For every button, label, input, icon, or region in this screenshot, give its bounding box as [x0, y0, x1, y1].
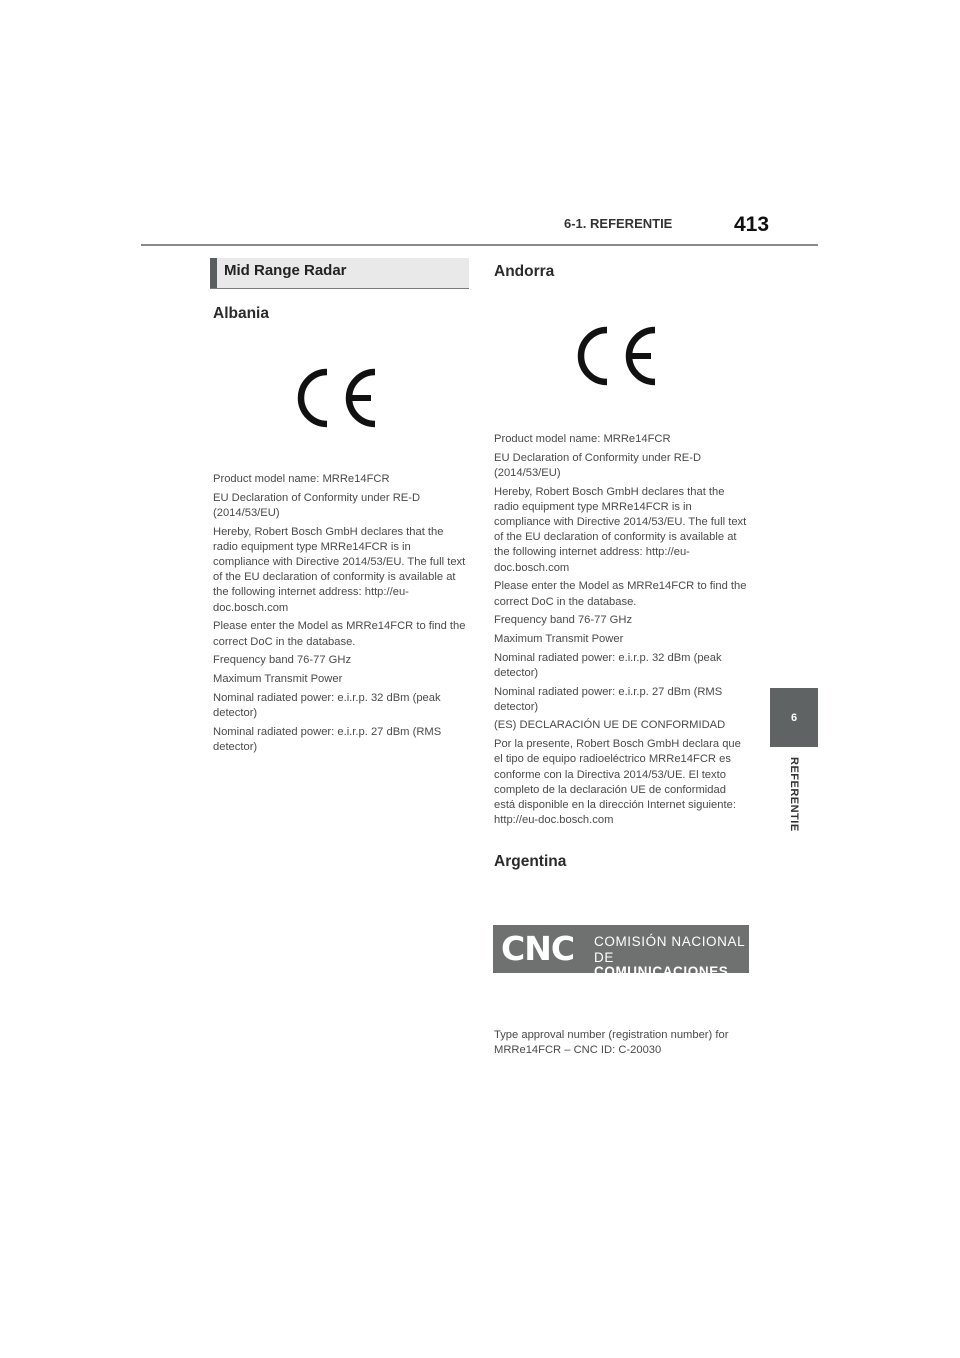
andorra-paragraph: EU Declaration of Conformity under RE-D (2014/53/EU): [494, 451, 702, 479]
andorra-paragraph: Nominal radiated power: e.i.r.p. 32 dBm (peak detector): [494, 651, 722, 679]
albania-paragraph: EU Declaration of Conformity under RE-D (2014/53/EU): [213, 491, 421, 519]
albania-paragraph: Frequency band 76-77 GHz: [213, 654, 352, 667]
andorra-paragraph: Please enter the Model as MRRe14FCR to find the correct DoC in the database.: [494, 580, 747, 608]
running-header-section: 6-1. REFERENTIE: [564, 216, 673, 231]
ce-mark-icon: [293, 366, 383, 430]
argentina-paragraph: Type approval number (registration number) for MRRe14FCR – CNC ID: C-20030: [494, 1029, 729, 1057]
andorra-paragraph: Por la presente, Robert Bosch GmbH declara que el tipo de equipo radioeléctrico MRRe14FCR es conforme con la Directiva 2014/53/UE. El texto completo de la declaración UE de conformidad está disponible en la dirección Internet siguiente: http://eu-doc.bosch.com: [494, 738, 741, 827]
cnc-logo-line1: COMISIÓN NACIONAL: [594, 934, 746, 949]
chapter-tab-number: 6: [790, 711, 798, 724]
albania-body: [213, 472, 469, 758]
andorra-paragraph: Product model name: MRRe14FCR: [494, 433, 671, 445]
albania-paragraph: Product model name: MRRe14FCR: [213, 473, 390, 485]
andorra-paragraph: (ES) DECLARACIÓN UE DE CONFORMIDAD: [494, 719, 726, 732]
albania-paragraph: Maximum Transmit Power: [213, 672, 343, 685]
albania-title: Albania: [213, 305, 269, 322]
cnc-logo-line2-prefix: DE: [594, 950, 614, 965]
albania-paragraph: Please enter the Model as MRRe14FCR to find the correct DoC in the database.: [213, 620, 466, 648]
section-box-heading-text: Mid Range Radar: [224, 262, 347, 279]
cnc-logo-mark: CNC: [501, 929, 575, 968]
argentina-body: [494, 1028, 750, 1062]
andorra-paragraph: Hereby, Robert Bosch GmbH declares that the radio equipment type MRRe14FCR is in compliance with Directive 2014/53/EU. The full text of the EU declaration of conformity is available at the following internet address: http://eu-doc.bosch.com: [494, 485, 747, 574]
andorra-paragraph: Maximum Transmit Power: [494, 632, 624, 645]
chapter-tab-label: REFERENTIE: [788, 757, 800, 832]
albania-paragraph: Nominal radiated power: e.i.r.p. 32 dBm (peak detector): [213, 691, 441, 719]
andorra-paragraph: Nominal radiated power: e.i.r.p. 27 dBm (RMS detector): [494, 685, 723, 713]
andorra-body: [494, 432, 750, 832]
ce-mark-icon: [573, 324, 663, 388]
chapter-tab: [770, 688, 818, 747]
cnc-logo: [493, 925, 749, 979]
argentina-title: Argentina: [494, 853, 567, 870]
cnc-logo-line2: [594, 951, 749, 979]
andorra-title: Andorra: [494, 263, 555, 280]
heading-accent-bar: [210, 258, 217, 288]
albania-paragraph: Hereby, Robert Bosch GmbH declares that the radio equipment type MRRe14FCR is in compliance with Directive 2014/53/EU. The full text of the EU declaration of conformity is available at the following internet address: http://eu-doc.bosch.com: [213, 525, 466, 614]
page-number: 413: [734, 213, 770, 236]
section-box-heading: [210, 258, 469, 289]
andorra-paragraph: Frequency band 76-77 GHz: [494, 614, 633, 627]
cnc-logo-line2-bold: COMUNICACIONES: [594, 964, 729, 979]
albania-paragraph: Nominal radiated power: e.i.r.p. 27 dBm (RMS detector): [213, 725, 442, 753]
header-rule: [141, 244, 818, 246]
